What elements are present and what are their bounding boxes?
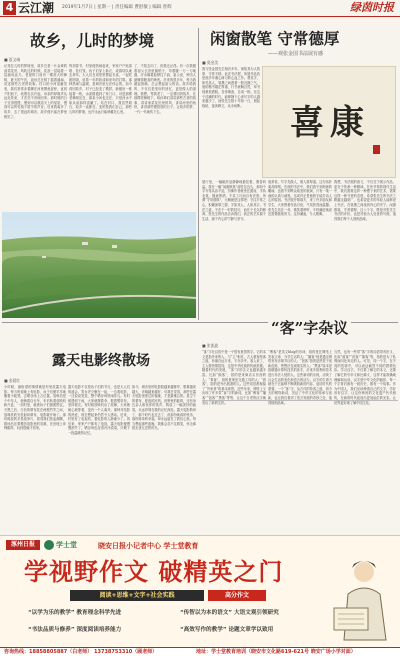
seal-stamp <box>373 145 380 154</box>
article2-col4: 我想，书法展的意义，不仅在于展示作品，更在于传承一种精神。在快节奏的现代生活中，我们需要这样一种慢下来的艺术，需要这样一种守常的态度。希望张先生的书法之路越走越宽广，也希望更多的年轻人能够爱上书法，在笔墨之间找到内心的安宁。闲窗散笔，守常德厚，这八个字，既是对张先生书法的评价，也是对他为人处世的写照，值得我们每个人细细品味。 <box>334 180 396 221</box>
article1-col2: 每到春节，村里便热闹起来，家家户户贴春联、挂灯笼，孩子们穿上新衣，成群结队地去拜年。大人们在祠堂里摆起长桌，一起吃团圆饭，说着一年的收成和来年的打算。那种热闹与温暖，是城市里无法体会的。如今再回故乡，村子已经变了模样，新楼房一栋接着一栋，水泥路通到了家门口，可是那棵老樟树还在，那条小河也还在，只是河水不如从前那样清澈了。站在村口，我忽然明白，故乡一直都在，变的是我们自己。那些儿时的梦境，也许永远只能珍藏在心里。 <box>69 64 132 114</box>
article1-col1: 记得在儿时的梦境里，故乡总是一片金黄的油菜花田，风吹过的时候，花浪一层接着一层涌向远方。老屋的门前有一棵高大的樟树，夏天的午后，祖母总在树下摇着蒲扇，讲述那些古老的故事。村口的小河清澈见底，我们常常赤着脚在河里摸鱼捉虾，直到夕阳西下，炊烟袅袅升起，母亲的呼唤声从远处传来，才恋恋不舍地回家。那时候的日子过得很慢，慢到可以数清天上的星星，慢到可以听见稻子拔节的声音。后来我离开了故乡，去了很远的城市，故乡便只能在梦里相见了。 <box>4 64 67 119</box>
article3-title: “客”字杂议 <box>268 318 351 338</box>
dateline: 2019年1月7日 | 星期一 | 责任编辑 曹舒敏 | 编辑 曾辉 <box>62 5 172 10</box>
article4-col1: 小时候，最盼望的事情就是村里放露天电影。每当听说晚上有电影，孩子们便早早地搬着小板凳，去晒谷场上占位置。放映员是个中年人，他骑着自行车，车后驮着放映机和片盒，一到村里，就被孩子们团团围住。天黑之后，白色的幕布挂在两根竹竿之间，放映机的光柱射向幕布，电影就开始了。那时候放的多是战争片，看得我们热血沸腾，散场后还要模仿电影里的英雄，在田埂上冲锋陷阵，玩到很晚才回家。 <box>4 385 66 431</box>
scholar-illustration <box>326 550 396 646</box>
masthead <box>0 0 400 17</box>
advertisement-banner <box>0 535 400 647</box>
aerial-landscape-photo <box>2 212 196 318</box>
page-number: 4 <box>3 1 16 15</box>
section-title: 云江潮 <box>18 1 55 15</box>
article3-byline: ■ 张凯旋 <box>202 343 219 348</box>
article4-byline: ■ 金晨红 <box>4 378 21 383</box>
banner-slogan-1: “以学为乐的教学” 教育理念科学先进 <box>28 610 122 616</box>
article4-col2: 露天电影不仅是孩子们的节日，也是大人们的盛会。男女老少聚在一起，一边看电影，一边说说笑笑，整个晒谷场热闹非凡。有时候遇到下雨，大家就撑着伞，披着塑料布，坚持看完。有时候放映机出了故障，大家就耐心地等着，没有一个人离开。那种对电影的热爱，现在想起来仍然令人感动。后来，村里有了电视机，看电影的人渐渐少了。再后来，家家户户都有了电视，露天电影便慢慢消失了，晒谷场也变得冷冷清清，只剩下一段温暖的记忆。 <box>68 385 130 435</box>
article4-title: 露天电影终散场 <box>52 353 150 369</box>
article2-subtitle: ——观张金国书法展有感 <box>268 51 324 57</box>
article2-title: 闲窗散笔 守常德厚 <box>210 29 340 48</box>
article1-title: 故乡，儿时的梦境 <box>30 31 155 50</box>
article1-byline: ■ 夏文端 <box>4 57 21 62</box>
column-divider <box>198 28 199 320</box>
banner-formula: 阅读+思维+文字+社会实践 <box>70 590 204 601</box>
article4-col3: 如今，城市里的电影院越来越豪华，银幕越来越大，音响越来越好，可我总觉得，那些在露天电影里度过的夜晚，才是最难忘的。星空下的幕布，夏夜的凉风，田野里的蛙鸣，还有身边亲人和伙伴的笑声，构成了一幅美好的画卷，永远印刻在我的记忆深处。露天电影散场了，那个时代也过去了，但那份纯真的快乐，那份简单的幸福，却永远留在了我们心里。每当想起那些夜晚，我都会忍不住微笑，怀念那段无忧无虑的时光。 <box>132 385 196 431</box>
article1-col3: 了，不知去向了，但我还记得。有一次我跟着祖父去田里割稻子，弯着腰一刀一刀地割，汗水顺着脸颊往下淌，祖父说，种田人最懂得粮食的珍贵。后来的很多年，每当我端起饭碗，总会想起祖父的话。故乡给我的，不仅仅是美好的回忆，更是做人的道理。我想，等我老了，一定要回到故乡，在那棵老樟树下，给孙辈们讲讲那些古老的故事，讲讲油菜花田里的风，讲讲河里的鱼虾，讲讲那些慢悠悠的日子。让故乡的梦，一代一代地传下去。 <box>134 64 196 114</box>
article3-col2: “博客”是英文blog的音译，指的是在网络上发表文章、分享生活的人；“播客”则是通过网络发布音频节目的人；“创客”指的是热衷于创新创造、把想法变成现实的人；“黑客”原本是指精通计算机技术的高手，后来多指利用技术进行非法入侵的人。这些新词的出现，反映了社会生活的变化和语言的活力。汉字的生命力就在于它能够不断吸收新的内容，适应时代的需要。一个“客”字，从古代的待客之道，到今天的网络新词，见证了中华文化的传承与创新，也让我们看到了语言发展的奇妙之处，值得细细品味。 <box>268 350 332 405</box>
contact-address: 地址：学士堂教育培训（晓安市文化路619-621号 晓安广场小学对面） <box>196 649 356 655</box>
banner-headline-small: 晓安日报小记者中心 学士堂教育 <box>98 542 199 550</box>
newspaper-brand: 绿茵时报 <box>350 1 394 14</box>
article2-col1: 我与张金国先生相识多年，深知其为人敦厚、守常不移。此次书法展，所展作品皆是他多年潜心研习的心血之作。观其字，如见其人，笔墨之间透着一股沉静之气。他的楷书端庄厚重，行书流畅自然，草书则豪放洒脱，各体兼备，自成一格。在这个浮躁的时代，能够静下心来写字的人越来越少了，而张先生数十年如一日，晨起临帖，夜读碑文，从未间断。 <box>202 67 260 108</box>
article3-col1: “客”字在汉语中是一个很有意思的字。它的本义是指外来的人，与“主”相对。古人重视待客之道，有朋自远方来，不亦乐乎。客人来了，主人要热情招待，这是中华民族的传统美德。随着时代的发展，“客”字的含义也越来越丰富。比如“顾客”，指的是来商店买东西的人；“乘客”，指的是乘坐交通工具的人；“游客”，指的是外出旅游的人。这些词语都保留了“外来者”的基本意思。近些年来，网络上又出现了许多带“客”字的新词，比如“博客”“播客”“创客”“黑客”等等，让这个古老的汉字焕发出了新的生机。 <box>202 350 266 405</box>
banner-slogan-3: “书法品质与修养” 深度阅读培养能力 <box>28 627 122 633</box>
academy-emblem-icon <box>44 540 54 550</box>
banner-slogan-2: “传智以为本的语文” 大语文观引领研究 <box>180 610 279 616</box>
article2-byline: ■ 莫金美 <box>202 60 219 65</box>
calligraphy-artwork <box>262 66 396 178</box>
banner-goal: 高分作文 <box>208 590 266 601</box>
contact-phone: 咨询热线：18858805887（白老师） 13738753310（顾老师） <box>4 649 158 655</box>
article2-col2: 展厅里，一幅幅作品静静地悬挂着，墨香四溢。我在一幅“闲窗散笔”前驻足良久，那四个字写得从容不迫，仿佛作者就坐在窗前，手执毛笔，随意挥洒，不求工巧而自有法度。所谓“守常德厚”，大概就是这样吧：守住平常之心，积累深厚之德，字如其人，人如其字。书法之道，不在于一时的技巧，而在于长久的修养。张先生的作品告诉我们，真正的艺术源于生活，源于内心的宁静与坚守。 <box>202 180 266 221</box>
banner-slogan-4: “高效写作的教学” 论题文章学以致用 <box>180 627 274 633</box>
article2-col3: 他常说，写字先做人，做人要厚道。这句话朴素却深刻。在他的书法中，我们看不到刻意的雕琢，也看不到哗众取宠的表演，只有一笔一画的认真与诚恳。这或许正是他的字能打动人心的原因。书法展开幕那天，来了许多朋友和学生，大家围着作品讨论，气氛热烈而温馨。张先生站在一旁，微笑着聆听，不时谦虚地说还需要继续努力。这份谦逊，令人敬佩。 <box>268 180 332 217</box>
academy-name: 学士堂 <box>56 541 77 549</box>
calligraphy-characters: 喜康 <box>290 103 370 143</box>
partner-logo: 涿州日报 <box>6 540 40 550</box>
footer-bar <box>0 647 400 656</box>
banner-headline: 学视野作文 破精英之门 <box>24 557 284 586</box>
article3-col3: 当然，也有一些带“客”字的词语带有贬义，比如“政客”“说客”“掮客”等，指的是为了私利而四处奔走的人。可见，同一个字，在不同的语境中，可以表达截然不同的感情色彩。学习汉字，不仅要了解它的本义，还要了解它的引申义和比喻义，这样才能准确地理解和运用。汉字是中华文化的载体，每一个字背后都有一段历史，都有一个故事。作为中国人，我们应该珍惜自己的文字，学好用好汉字，让这份珍贵的文化遗产代代相传，在新的时代绽放出更加灿烂的光彩，让世界更好地了解中国文化。 <box>334 350 396 405</box>
